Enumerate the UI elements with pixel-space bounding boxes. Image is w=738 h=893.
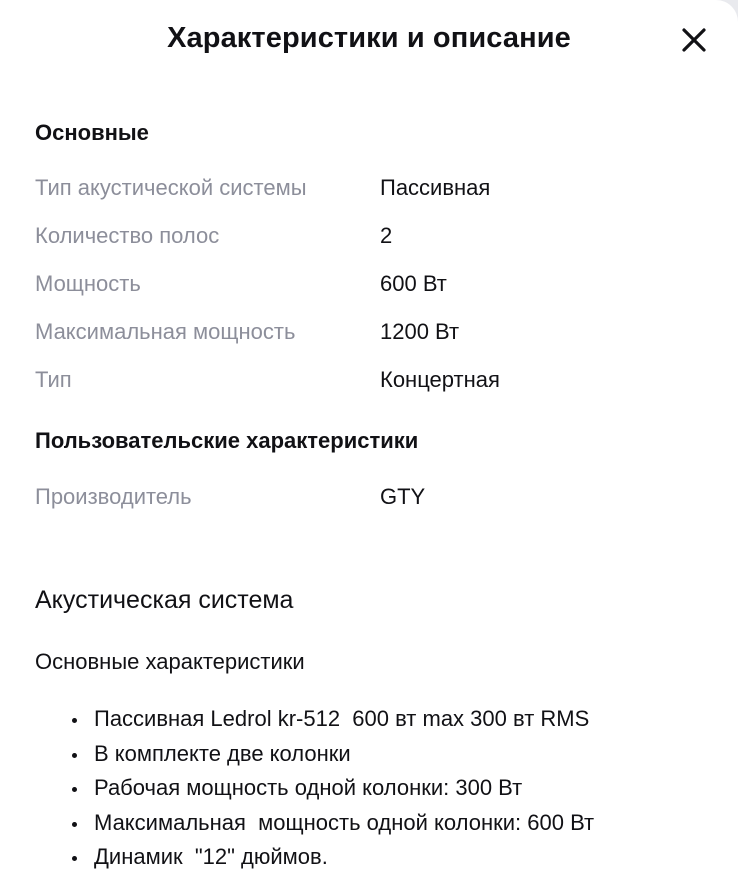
spec-row bbox=[35, 175, 715, 207]
spec-value: 2 bbox=[380, 223, 393, 248]
spec-row bbox=[35, 367, 715, 399]
list-item-text: Максимальная мощность одной колонки: 600 Вт bbox=[94, 809, 595, 835]
close-icon bbox=[676, 22, 712, 58]
spec-key: Мощность bbox=[35, 271, 141, 296]
section-title-main: Основные bbox=[35, 120, 149, 145]
page-title: Характеристики и описание bbox=[167, 22, 571, 54]
spec-value: Концертная bbox=[380, 367, 500, 392]
spec-row bbox=[35, 223, 715, 255]
spec-value: GTY bbox=[380, 484, 426, 509]
spec-key: Количество полос bbox=[35, 223, 220, 248]
list-item-text: Пассивная Ledrol kr-512 600 вт max 300 вт RMS bbox=[94, 706, 590, 731]
list-item bbox=[0, 739, 351, 774]
description-subheading: Основные характеристики bbox=[35, 649, 305, 674]
spec-key: Максимальная мощность bbox=[35, 319, 296, 344]
list-item-text: В комплекте две колонки bbox=[94, 740, 351, 766]
spec-row bbox=[35, 319, 715, 351]
description-bullet-list bbox=[0, 704, 595, 877]
spec-key: Производитель bbox=[35, 484, 192, 509]
spec-value: 600 Вт bbox=[380, 271, 447, 296]
section-title-custom: Пользовательские характеристики bbox=[35, 428, 419, 453]
list-item bbox=[0, 842, 328, 877]
list-item bbox=[0, 704, 590, 739]
bullet-dot-icon bbox=[72, 787, 77, 792]
spec-value: Пассивная bbox=[380, 175, 491, 200]
bullet-dot-icon bbox=[72, 718, 77, 723]
spec-row bbox=[35, 484, 715, 516]
list-item bbox=[0, 808, 595, 843]
bullet-dot-icon bbox=[72, 753, 77, 758]
list-item-text: Рабочая мощность одной колонки: 300 Вт bbox=[94, 775, 523, 800]
spec-key: Тип bbox=[35, 367, 72, 392]
spec-row bbox=[35, 271, 715, 303]
close-button[interactable] bbox=[676, 22, 712, 58]
spec-key: Тип акустической системы bbox=[35, 175, 307, 200]
list-item bbox=[0, 773, 523, 808]
list-item-text: Динамик "12" дюймов. bbox=[94, 844, 328, 869]
spec-value: 1200 Вт bbox=[380, 319, 460, 344]
description-heading: Акустическая система bbox=[35, 586, 294, 614]
bullet-dot-icon bbox=[72, 822, 77, 827]
bullet-dot-icon bbox=[72, 856, 77, 861]
